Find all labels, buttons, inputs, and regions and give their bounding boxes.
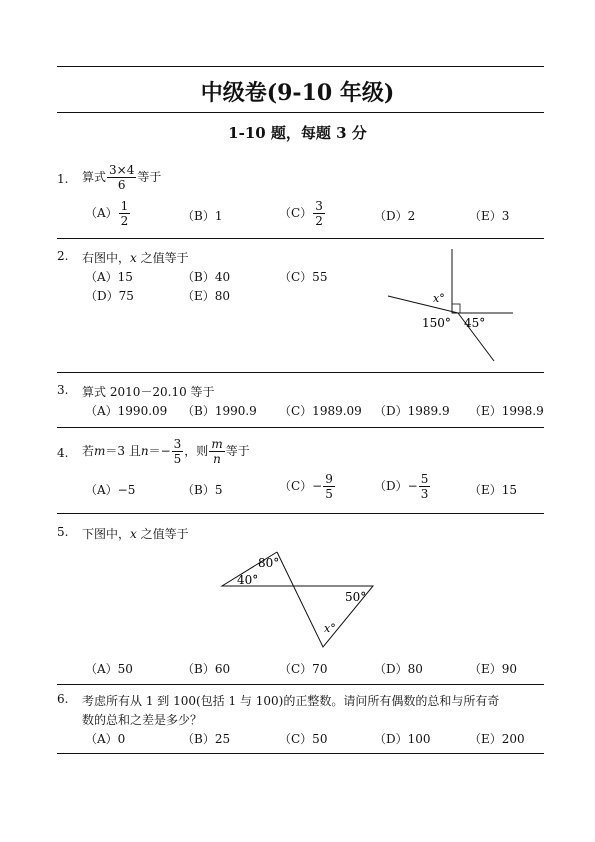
- divider: [57, 684, 544, 685]
- question-text: [82, 525, 189, 542]
- option-b[interactable]: （B）25: [182, 732, 231, 746]
- fraction-denominator: 2: [120, 214, 129, 228]
- option-b[interactable]: （B）5: [182, 483, 223, 497]
- fraction-numerator: 1: [120, 199, 129, 213]
- divider: [57, 427, 544, 428]
- angle-label-80: 80°: [258, 556, 280, 570]
- option-e[interactable]: （E）90: [469, 662, 518, 676]
- fraction-numerator: m: [211, 437, 223, 451]
- option-label: （C）: [279, 206, 313, 220]
- option-c[interactable]: （C）55: [279, 270, 328, 284]
- page-title: 中级卷(9-10 年级): [200, 80, 395, 106]
- fraction-numerator: 9: [325, 472, 333, 486]
- question-number: 6.: [57, 692, 69, 706]
- fraction-numerator: 3: [315, 199, 323, 213]
- question-text-line2: 数的总和之差是多少？: [82, 713, 203, 727]
- option-e[interactable]: （E）15: [469, 483, 518, 497]
- fraction: [313, 199, 325, 228]
- question-number: 4.: [57, 446, 69, 460]
- fraction-numerator: 3: [173, 437, 182, 451]
- option-d[interactable]: [374, 472, 431, 501]
- question-text: [82, 163, 161, 192]
- option-a[interactable]: （A）0: [85, 732, 126, 746]
- option-a[interactable]: （A）50: [85, 662, 133, 676]
- option-a[interactable]: （A）−5: [85, 483, 136, 497]
- fraction-denominator: 3: [420, 487, 429, 501]
- divider: [57, 753, 544, 754]
- text-then: ，则: [184, 444, 209, 458]
- option-c[interactable]: [279, 472, 336, 501]
- option-a[interactable]: （A）15: [85, 270, 133, 284]
- question-number: 5.: [57, 525, 69, 539]
- option-d[interactable]: （D）100: [374, 732, 431, 746]
- option-e[interactable]: （E）1998.9: [469, 404, 544, 418]
- fraction: [323, 472, 335, 501]
- fraction-numerator: 5: [420, 472, 429, 486]
- fraction: [119, 199, 131, 228]
- divider: [57, 238, 544, 239]
- option-d[interactable]: （D）2: [374, 209, 416, 223]
- question-text-line1: 考虑所有从 1 到 100(包括 1 与 100)的正整数。请问所有偶数的总和与所有奇: [82, 694, 500, 708]
- option-d[interactable]: （D）1989.9: [374, 404, 450, 418]
- angle-label-x: x°: [324, 622, 336, 635]
- option-d[interactable]: （D）75: [85, 289, 134, 303]
- option-label: （D）−: [374, 479, 418, 493]
- option-c[interactable]: （C）70: [279, 662, 328, 676]
- question-suffix: 之值等于: [136, 527, 189, 541]
- text-if: 若: [82, 444, 95, 458]
- title-rule: [57, 112, 544, 113]
- angle-label-40: 40°: [237, 573, 259, 587]
- angle-figure: [380, 245, 520, 367]
- question-prefix: 下图中，: [82, 527, 131, 541]
- fraction-denominator: 5: [173, 452, 182, 466]
- fraction-denominator: n: [213, 452, 221, 466]
- question-suffix: 之值等于: [136, 251, 189, 265]
- option-label: （C）−: [279, 479, 323, 493]
- angle-label-50: 50°: [345, 590, 367, 604]
- fraction: [419, 472, 431, 501]
- variable-m: m: [94, 444, 106, 458]
- text-end: 等于: [225, 444, 250, 458]
- option-a[interactable]: （A）1990.09: [85, 404, 168, 418]
- variable-x: x: [130, 251, 137, 265]
- angle-label-x: x°: [433, 292, 445, 305]
- section-heading: 1-10 题，每题 3 分: [228, 124, 367, 142]
- option-e[interactable]: （E）200: [469, 732, 525, 746]
- angle-label-150: 150°: [422, 316, 451, 330]
- angle-label-45: 45°: [464, 316, 486, 330]
- option-b[interactable]: （B）40: [182, 270, 231, 284]
- fraction: [107, 163, 136, 192]
- option-b[interactable]: （B）1990.9: [182, 404, 257, 418]
- question-text: 算式 2010－20.10 等于: [82, 385, 215, 399]
- fraction-denominator: 6: [117, 178, 126, 192]
- fraction-denominator: 5: [325, 487, 333, 501]
- fraction-m-over-n: [209, 437, 224, 466]
- question-number: 1.: [57, 172, 69, 186]
- option-e[interactable]: （E）3: [469, 209, 510, 223]
- question-suffix: 等于: [137, 170, 162, 184]
- transversal-upper: [388, 296, 458, 313]
- option-b[interactable]: （B）60: [182, 662, 231, 676]
- question-prefix: 算式: [82, 170, 107, 184]
- fraction-denominator: 2: [315, 214, 323, 228]
- variable-x: x: [130, 527, 137, 541]
- text-eq3: ＝3 且: [105, 444, 141, 458]
- option-d[interactable]: （D）80: [374, 662, 423, 676]
- question-text: [82, 249, 189, 266]
- option-e[interactable]: （E）80: [182, 289, 231, 303]
- divider: [57, 513, 544, 514]
- option-a[interactable]: [85, 199, 131, 228]
- option-b[interactable]: （B）1: [182, 209, 223, 223]
- option-c[interactable]: [279, 199, 326, 228]
- option-c[interactable]: （C）50: [279, 732, 328, 746]
- option-label: （A）: [85, 206, 118, 220]
- question-number: 2.: [57, 249, 69, 263]
- text-eq-neg: ＝−: [148, 444, 171, 458]
- question-text: [82, 437, 250, 466]
- divider: [57, 372, 544, 373]
- triangles-figure: [215, 545, 380, 653]
- fraction: [172, 437, 184, 466]
- question-number: 3.: [57, 383, 69, 397]
- question-prefix: 右图中，: [82, 251, 131, 265]
- option-c[interactable]: （C）1989.09: [279, 404, 362, 418]
- variable-n: n: [140, 444, 149, 458]
- top-rule: [57, 66, 544, 67]
- fraction-numerator: 3×4: [109, 163, 135, 177]
